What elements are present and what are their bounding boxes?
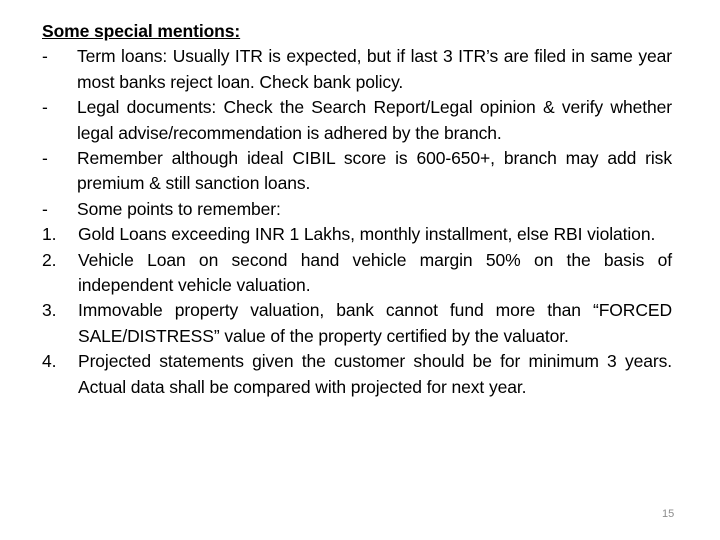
bullet-marker: - — [42, 46, 48, 67]
numbered-item — [42, 298, 672, 349]
bullet-marker: - — [42, 198, 48, 219]
bullet-marker: - — [42, 148, 48, 169]
bullet-text: Term loans: Usually ITR is expected, but if last 3 ITR’s are filed in same year most banks reject loan. Check bank policy. — [77, 46, 672, 92]
numbered-text: Vehicle Loan on second hand vehicle margin 50% on the basis of independent vehicle valuation. — [78, 249, 672, 296]
slide-heading: Some special mentions: — [42, 21, 241, 41]
numbered-item — [42, 248, 672, 299]
numbered-text: Gold Loans exceeding INR 1 Lakhs, monthly installment, else RBI violation. — [78, 224, 656, 245]
bullet-text: Remember although ideal CIBIL score is 600-650+, branch may add risk premium & still sanction loans. — [77, 148, 672, 194]
bullet-text: Some points to remember: — [77, 198, 281, 219]
page-number: 15 — [662, 508, 675, 520]
bullet-item — [42, 146, 672, 197]
bullet-item — [42, 95, 672, 146]
bullet-text: Legal documents: Check the Search Report/Legal opinion & verify whether legal advise/recommendation is adhered by the branch. — [77, 97, 672, 143]
bullet-item — [42, 197, 672, 222]
number-marker: 1. — [42, 224, 57, 245]
numbered-text: Immovable property valuation, bank cannot fund more than “FORCED SALE/DISTRESS” value of the property certified by the valuator. — [78, 300, 672, 346]
slide-body — [42, 19, 672, 400]
number-marker: 3. — [42, 300, 57, 321]
bullet-marker: - — [42, 97, 48, 118]
number-marker: 4. — [42, 351, 57, 372]
number-marker: 2. — [42, 249, 57, 270]
numbered-item — [42, 349, 672, 400]
bullet-item — [42, 44, 672, 95]
numbered-text: Projected statements given the customer should be for minimum 3 years. Actual data shall be compared with projected for next year. — [78, 351, 672, 397]
numbered-item — [42, 222, 672, 247]
